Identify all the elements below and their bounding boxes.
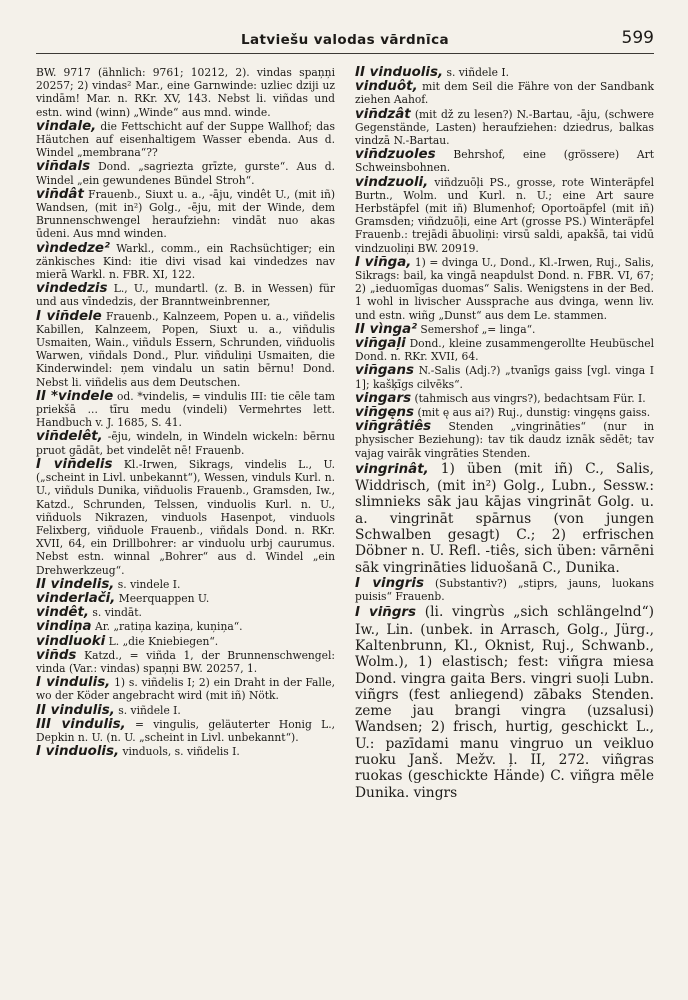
entry-definition: (mit dž zu lesen?) N.-Bartau, -āju, (schwere Gegenstände, Lasten) heraufziehen: dziedrus, balkas vindzā N.-Bartau. [355, 107, 655, 148]
entry-definition: s. viñdele I. [446, 66, 509, 79]
entry-definition: Kl.-Irwen, Sikrags, vindelis L., U. („scheint in Livl. unbekannt“), Wessen, vinduls Kurl. n. U., viñduls Dunika, viñduolis Frauenb., Gramsden, Iw., Katzd., Schrunden, Telssen, vinduolis Kurl. n. U., viñduols Nikrazen, vinduols Hasenpot, vinduols Felixberg, viñduole Frauenb., viñdals Dond. n. RKr. XVII, 64, ein Drillbohrer: ar vinduolu urbj caurumus. Nebst estn. winnal „Bohrer“ aus d. Windel „ein Drehwerkzeug“. [36, 457, 335, 577]
entry-definition: N.-Salis (Adj.?) „tvanīgs gaiss [vgl. vinga I 1]; kašķīgs cilvēks“. [355, 364, 654, 391]
entry-definition: L. „die Kniebiegen“. [108, 634, 219, 648]
entry-headword: viñgans [355, 363, 414, 379]
dictionary-entry [36, 66, 335, 119]
dictionary-entry [355, 66, 654, 79]
dictionary-entry [36, 649, 335, 675]
entry-headword: II vìnga² [355, 321, 417, 337]
entry-headword: I viñgrs [355, 605, 416, 621]
entry-headword: viñgaļi [355, 336, 406, 352]
entry-headword: vingrinât, [355, 461, 429, 477]
entry-headword: vindiņa [36, 619, 92, 635]
dictionary-entry [36, 188, 335, 241]
entry-headword: I viñga, [355, 254, 412, 270]
entry-headword: I viñdele [36, 308, 102, 324]
entry-definition: s. vindele I. [117, 577, 181, 591]
entry-headword: viñdals [36, 159, 91, 175]
entry-headword: viñdelêt, [36, 429, 103, 445]
dictionary-entry [355, 80, 654, 106]
entry-definition: (Substantiv?) „stiprs, jauns, luokans puisis“ Frauenb. [355, 576, 654, 604]
entry-headword: vinderlači, [36, 590, 116, 606]
dictionary-entry [36, 458, 335, 577]
dictionary-entry [36, 620, 335, 633]
running-title: Latviešu valodas vārdnīca [241, 32, 449, 48]
entry-headword: vingars [355, 390, 412, 406]
entry-definition: Semershof „= linga“. [420, 322, 536, 336]
page-number: 599 [621, 28, 654, 48]
dictionary-entry [355, 108, 654, 148]
entry-headword: vindêt, [36, 605, 90, 621]
entry-definition: Dond. „sagriezta grīzte, gurste“. Aus d. Windel „ein gewundenes Bündel Stroh“. [36, 160, 335, 187]
entry-definition: vinduols, s. viñdelis I. [122, 745, 240, 759]
dictionary-entry [355, 176, 654, 255]
dictionary-entry [355, 323, 654, 336]
entry-definition: die Fettschicht auf der Suppe Wallhof; das Häutchen auf eisenhaltigem Wasser ebenda. Aus d. Windel „membrana“?? [36, 119, 335, 160]
entry-headword: viñds [36, 647, 77, 663]
dictionary-entry [355, 392, 654, 405]
entry-definition: = vingulis, geläuterter Honig L., Depkin n. U. (n. U. „scheint in Livl. unbekannt“). [36, 717, 335, 744]
entry-headword: I vindulis, [36, 675, 111, 691]
dictionary-entry [355, 420, 654, 460]
entry-definition: od. *vindelis, = vindulis III: tie cēle tam priekšā ... tīru medu (vindeli) Vermehrtes lett. Handbuch v. J. 1685, S. 41. [36, 389, 335, 430]
dictionary-entry [36, 606, 335, 619]
entry-headword: II vinduolis, [355, 65, 444, 80]
entry-headword: viñdzuoles [355, 147, 436, 163]
dictionary-entry [36, 242, 335, 282]
entry-definition: 1) = dvinga U., Dond., Kl.-Irwen, Ruj., Salis, Sikrags: bail, ka vingā neapdulst Dond. n. FBR. VI, 67; 2) „ieduomīgas duomas“ Salis. Wenigstens in der Bed. 1 wohl in livischer Aussprache aus dvinga, wenn liv. und estn. wiñg „Dunst“ aus dem Le. stammen. [355, 255, 654, 322]
entry-headword: vinduôt, [355, 79, 418, 95]
entry-headword: II vindulis, [36, 702, 115, 718]
dictionary-entry [355, 461, 654, 576]
entry-definition: s. viñdele I. [118, 703, 181, 717]
entry-definition: L., U., mundartl. (z. B. in Wessen) für und aus vīndedzis, der Branntweinbrenner, [36, 282, 335, 309]
entry-definition: mit dem Seil die Fähre von der Sandbank ziehen Aahof. [355, 80, 654, 107]
entry-headword: viñdzât [355, 106, 411, 122]
entry-definition: (li. vingrùs „sich schlängelnd“) Iw., Lin. (unbek. in Arrasch, Golg., Jürg., Kaltenbrunn, Kl., Oknist, Ruj., Schwanb., Wolm.), 1) elastisch; fest: viñgra miesa Dond. vingra gaita Bers. vingri suoļi Lubn. viñgrs (fest anliegend) zābaks Stenden. zeme jau brangi vingra (uzsalusi) Wandsen; 2) frisch, hurtig, geschickt L., U.: pazīdami manu vingruo un veikluo ruoku Janš. Mežv. ļ. II, 272. viñgras ruokas (geschickte Hände) C. viñgra mēle Dunika. vingrs [355, 604, 655, 801]
entry-headword: I vingris [355, 575, 424, 591]
entry-headword: vindluoki [36, 633, 106, 649]
dictionary-entry [36, 430, 335, 456]
dictionary-entry [36, 635, 335, 648]
entry-headword: II vindelis, [36, 576, 115, 592]
dictionary-entry [36, 718, 335, 744]
entry-headword: vindzuoli, [355, 174, 429, 190]
entry-headword: viñgrâtiês [355, 419, 432, 435]
entry-headword: viñdât [36, 186, 84, 202]
dictionary-entry [355, 256, 654, 322]
dictionary-entry [36, 160, 335, 186]
dictionary-entry [36, 282, 335, 308]
dictionary-entry [355, 148, 654, 174]
entry-headword: vìndedze² [36, 240, 110, 256]
entry-definition: Frauenb., Kalnzeem, Popen u. a., viñdelis Kabillen, Kalnzeem, Popen, Siuxt u. a., viñdulis Usmaiten, Wain., viñduls Essern, Schrunden, viñduolis Warwen, viñdals Dond., Plur. viñduliņi Usmaiten, die Kinderwindel: ņem vindalu un satin bērnu! Dond. Nebst li. viñdelis aus dem Deutschen. [36, 309, 335, 389]
entry-definition: Frauenb., Siuxt u. a., -āju, vindêt U., (mit iñ) Wandsen, (mit in²) Golg., -ēju, mit der Winde, dem Brunnenschwengel heraufziehn: vindāt nuo akas ūdeni. Aus mnd winden. [36, 187, 335, 241]
two-column-body [36, 54, 654, 802]
entry-definition: BW. 9717 (ähnlich: 9761; 10212, 2). vindas spaņņi 20257; 2) vindas² Mar., eine Garnwinde: uzliec dziji uz vindām! Mar. n. RKr. XV, 143. Nebst li. viñdas und estn. wind (winn) „Winde“ aus mnd. winde. [36, 66, 335, 119]
entry-headword: I vinduolis, [36, 744, 120, 760]
entry-headword: vindale, [36, 118, 97, 134]
dictionary-entry [36, 592, 335, 605]
entry-headword: I viñdelis [36, 456, 113, 472]
entry-definition: Behrshof, eine (grössere) Art Schweinsbohnen. [355, 148, 654, 175]
dictionary-entry [36, 310, 335, 389]
dictionary-entry [36, 745, 335, 758]
entry-definition: s. vindāt. [92, 606, 142, 620]
entry-definition: Meerquappen U. [118, 591, 210, 605]
entry-definition: (tahmisch aus vingrs?), bedachtsam Für. I. [414, 391, 646, 405]
entry-definition: Dond., kleine zusammengerollte Heubüschel Dond. n. RKr. XVII, 64. [355, 337, 654, 364]
entry-headword: III vindulis, [36, 716, 126, 732]
dictionary-entry [355, 604, 654, 801]
entry-definition: 1) üben (mit iñ) C., Salis, Widdrisch, (mit in²) Golg., Lubn., Sessw.: slimnieks sāk jau kājas vingrināt Golg. u. a. vingrināt spārnus (von jungen Schwalben gesagt) C.; 2) erfrischen Döbner n. U. Refl. -tiês, sich üben: vārnēni sāk vingrināties liduošanā C., Dunika. [355, 460, 654, 576]
entry-headword: viñgęns [355, 405, 415, 421]
dictionary-entry [36, 390, 335, 430]
page-header [36, 0, 654, 54]
dictionary-entry [355, 406, 654, 419]
entry-definition: Katzd., = viñda 1, der Brunnenschwengel: vinda (Var.: vindas) spaņņi BW. 20257, 1. [36, 648, 335, 675]
entry-definition: 1) s. viñdelis I; 2) ein Draht in der Falle, wo der Köder angebracht wird (mit iñ) Nötk. [36, 676, 335, 703]
dictionary-entry [36, 578, 335, 591]
dictionary-entry [36, 676, 335, 702]
entry-definition: Stenden „vingrināties“ (nur in physischer Beziehung): tav tik daudz iznāk sēdēt; tav vajag vairāk vingrāties Stenden. [355, 420, 654, 460]
entry-headword: II *vindele [36, 388, 114, 404]
dictionary-entry [36, 704, 335, 717]
entry-definition: -ēju, windeln, in Windeln wickeln: bērnu pruot gādāt, bet vindelēt nē! Frauenb. [36, 430, 335, 457]
left-column [36, 66, 335, 802]
dictionary-entry [355, 577, 654, 603]
dictionary-entry [355, 364, 654, 390]
entry-headword: vindedzis [36, 281, 108, 297]
dictionary-entry [36, 120, 335, 160]
entry-definition: viñdzuōļi PS., grosse, rote Winteräpfel Burtn., Wolm. und Kurl. n. U.; eine Art saure Herbstäpfel (mit iñ) Blumenhof; Oportoäpfel (mit iñ) Gramsden; viñdzuōļi, eine Art (grosse PS.) Winteräpfel Frauenb.: trejādi ābuoliņi: virsū saldi, apakšā, tai vidū vindzuoliņi BW. 20919. [355, 175, 654, 255]
dictionary-entry [355, 337, 654, 363]
right-column [355, 66, 654, 802]
entry-definition: Ar. „ratiņa kaziņa, kuņiņa“. [95, 620, 243, 634]
entry-definition: Warkl., comm., ein Rachsüchtiger; ein zänkisches Kind: itie divi visad kai vindedzes nav mierā Warkl. n. FBR. XI, 122. [36, 241, 335, 282]
entry-definition: (mit ę aus ai?) Ruj., dunstig: vingęns gaiss. [417, 406, 651, 420]
